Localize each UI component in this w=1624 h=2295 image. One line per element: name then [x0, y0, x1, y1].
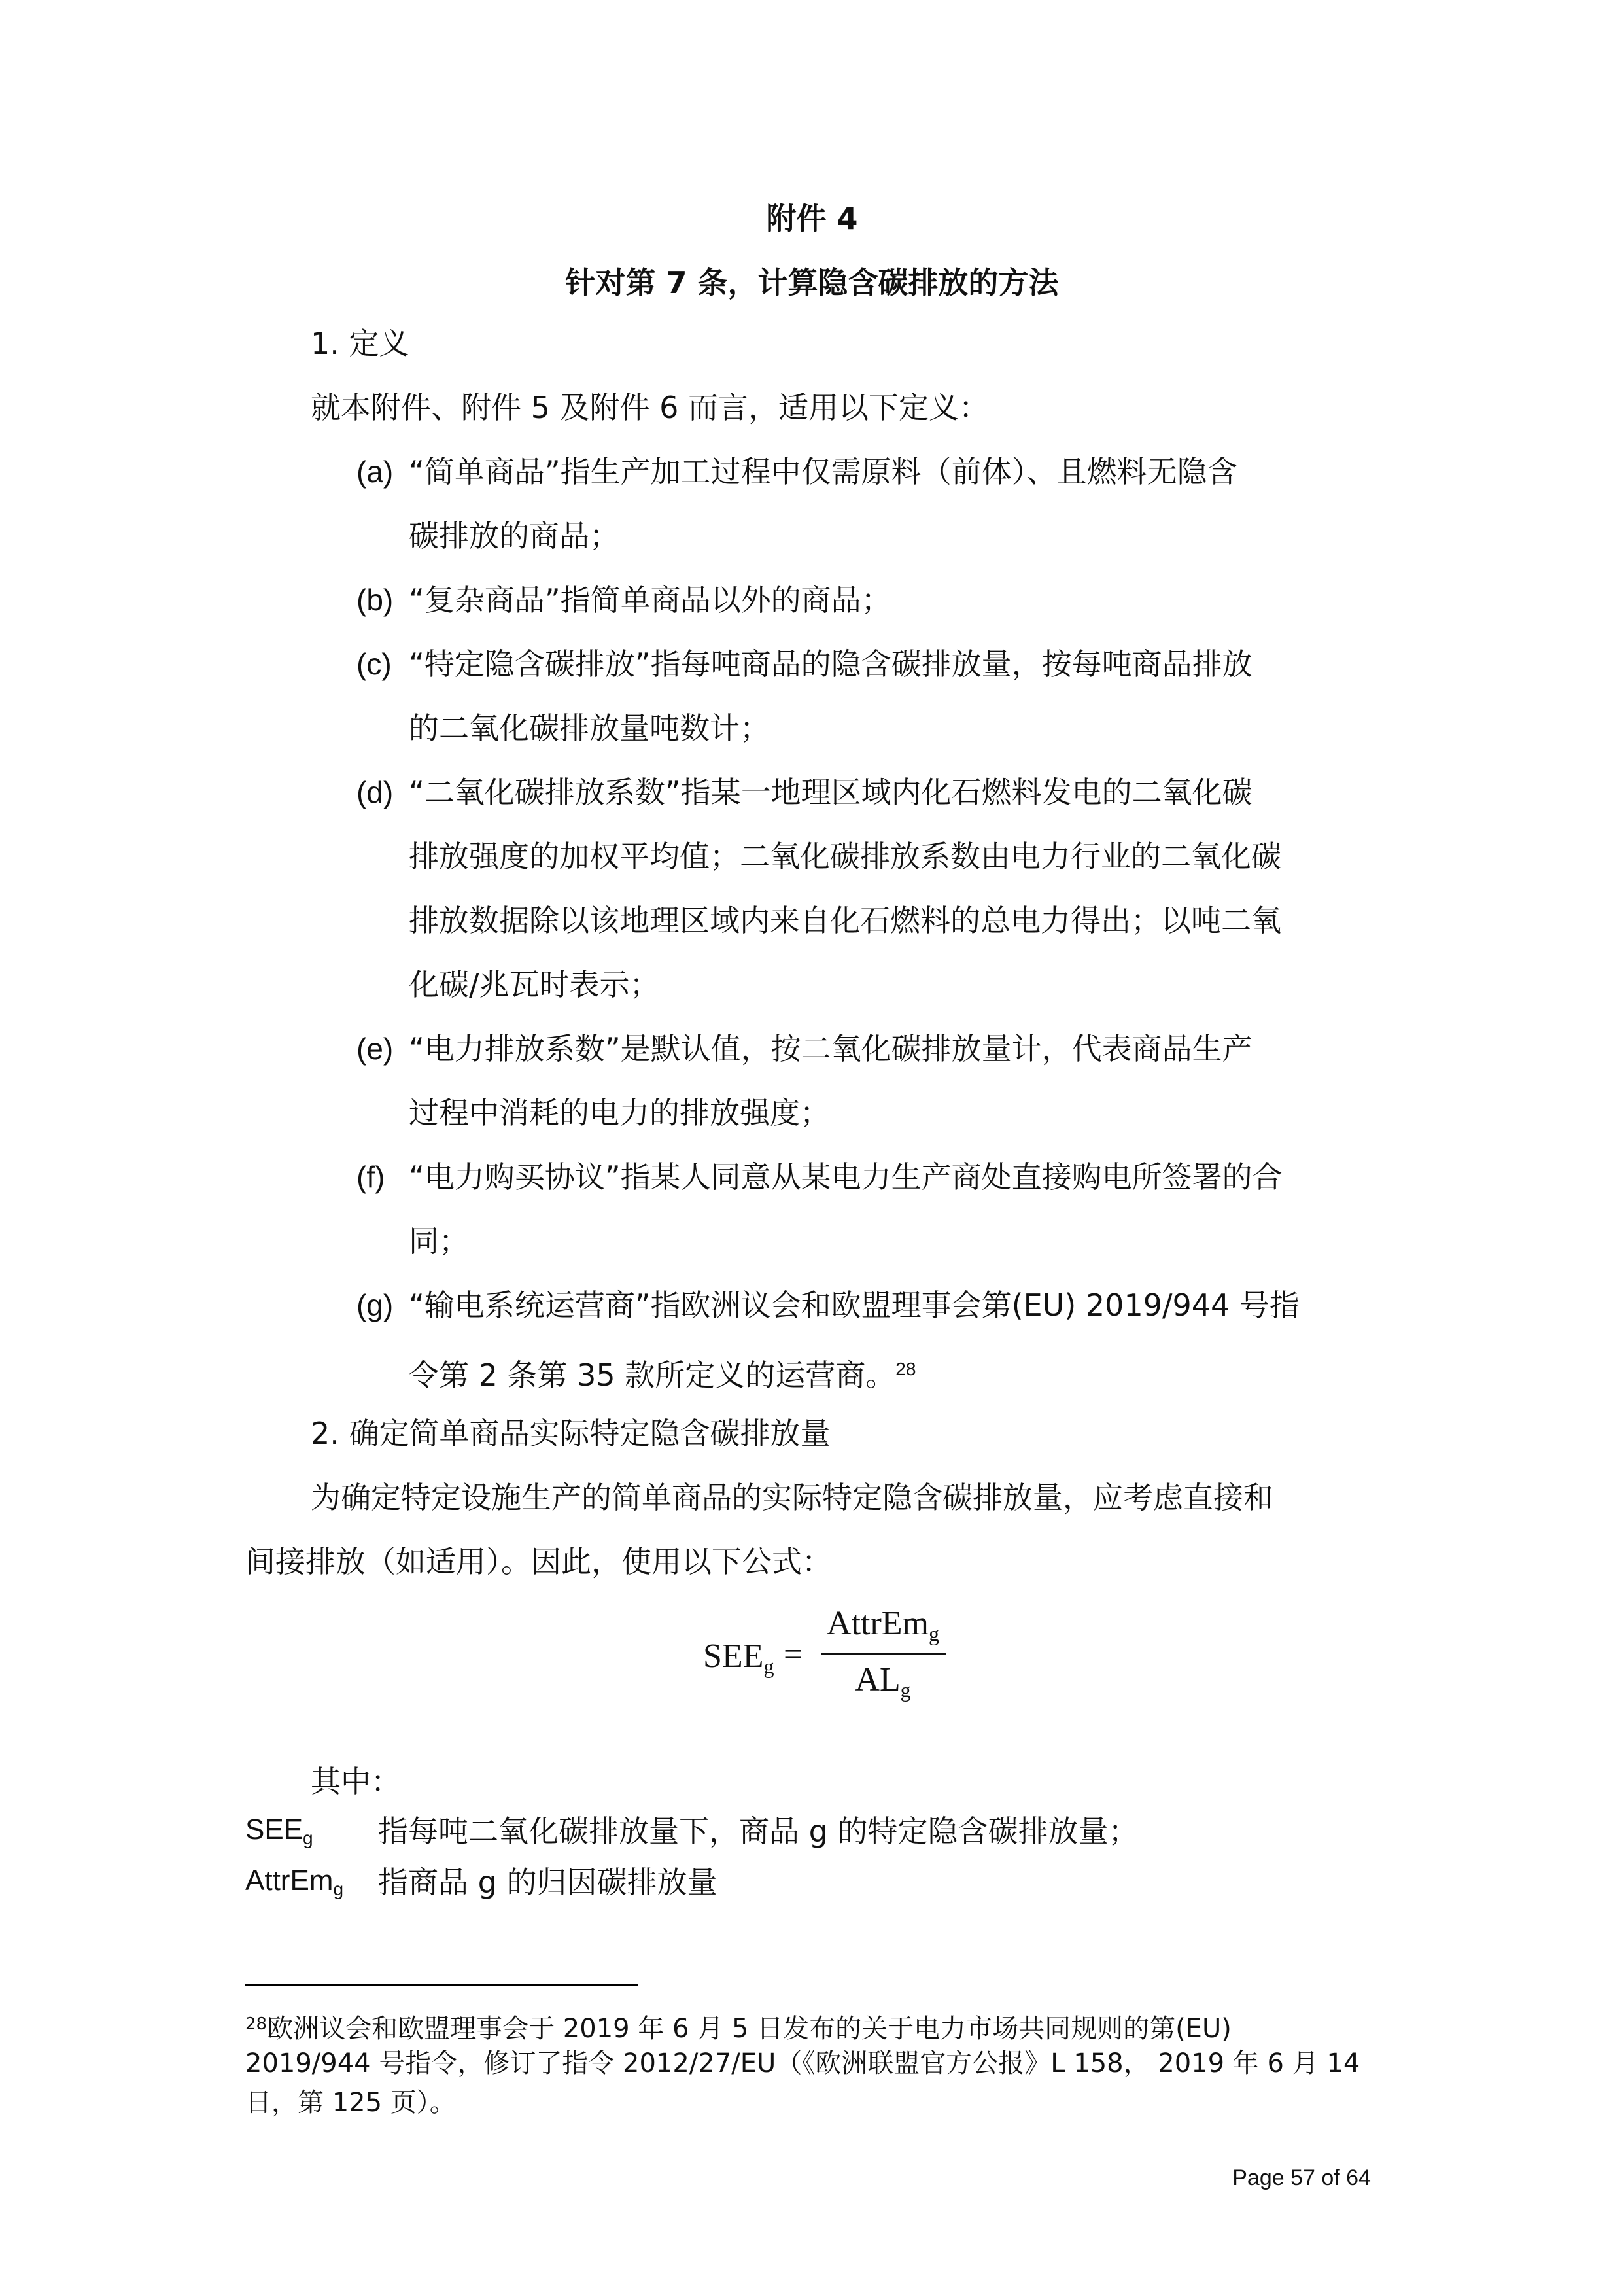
definition-text: “电力购买协议”指某人同意从某电力生产商处直接购电所签署的合	[409, 1159, 1283, 1195]
footnote-separator	[245, 1984, 638, 1986]
definition-text: 令第 2 条第 35 款所定义的运营商。	[409, 1358, 896, 1393]
symbol-see	[245, 1813, 313, 1849]
footnote-line1	[245, 2007, 1370, 2046]
symbol-subscript: g	[303, 1828, 313, 1848]
symbol-name: AttrEm	[245, 1865, 334, 1897]
formula-numerator-symbol: AttrEm	[827, 1605, 929, 1642]
definition-f	[356, 1155, 1283, 1199]
footnote-line3: 日，第 125 页）。	[245, 2088, 456, 2118]
definition-label: (e)	[356, 1032, 394, 1066]
definition-d-cont-3: 化碳/兆瓦时表示；	[409, 967, 660, 1002]
definition-text: “输电系统运营商”指欧洲议会和欧盟理事会第(EU) 2019/944 号指	[409, 1288, 1300, 1323]
definition-d-cont-2: 排放数据除以该地理区域内来自化石燃料的总电力得出；以吨二氧	[409, 903, 1281, 938]
formula-denominator-subscript: g	[900, 1678, 911, 1702]
section2-heading: 2. 确定简单商品实际特定隐含碳排放量	[311, 1416, 831, 1451]
formula-denominator-symbol: AL	[855, 1661, 901, 1698]
formula-lhs-symbol: SEE	[703, 1638, 764, 1675]
definition-e-cont: 过程中消耗的电力的排放强度；	[409, 1095, 830, 1130]
fraction-bar	[821, 1653, 946, 1655]
definition-d-cont-1: 排放强度的加权平均值；二氧化碳排放系数由电力行业的二氧化碳	[409, 839, 1281, 874]
formula-numerator	[818, 1604, 948, 1646]
page-number: Page 57 of 64	[1232, 2165, 1371, 2190]
footnote-number: 28	[245, 2014, 268, 2034]
definition-d	[356, 771, 1253, 814]
definition-label: (d)	[356, 775, 394, 809]
definition-a-cont: 碳排放的商品；	[409, 518, 619, 553]
definition-label: (a)	[356, 455, 394, 489]
section2-paragraph-line2: 间接排放（如适用）。因此，使用以下公式：	[245, 1544, 832, 1579]
definition-g	[356, 1284, 1300, 1327]
definition-text: “电力排放系数”是默认值，按二氧化碳排放量计，代表商品生产	[409, 1031, 1253, 1066]
definition-e	[356, 1027, 1253, 1070]
definition-label: (b)	[356, 583, 394, 617]
formula-equals: =	[784, 1636, 803, 1673]
definition-text: “特定隐含碳排放”指每吨商品的隐含碳排放量，按每吨商品排放	[409, 646, 1253, 682]
definition-label: (g)	[356, 1288, 394, 1322]
definition-c	[356, 642, 1253, 686]
definition-a	[356, 450, 1237, 493]
definition-c-cont: 的二氧化碳排放量吨数计；	[409, 710, 770, 746]
section1-heading: 1. 定义	[311, 326, 409, 361]
definition-g-cont	[409, 1348, 916, 1397]
footnote-line2: 2019/944 号指令，修订了指令 2012/27/EU（《欧洲联盟官方公报》L 158， 2019 年 6 月 14	[245, 2048, 1360, 2078]
definition-text: “二氧化碳排放系数”指某一地理区域内化石燃料发电的二氧化碳	[409, 775, 1253, 810]
annex-subtitle: 针对第 7 条，计算隐含碳排放的方法	[565, 265, 1059, 300]
footnote-reference[interactable]: 28	[895, 1359, 916, 1379]
definition-f-cont: 同；	[409, 1223, 469, 1259]
footnote-text: 欧洲议会和欧盟理事会于 2019 年 6 月 5 日发布的关于电力市场共同规则的第(EU)	[267, 2014, 1232, 2044]
formula-lhs-subscript: g	[763, 1655, 774, 1678]
formula-lhs	[703, 1637, 774, 1679]
where-label: 其中：	[311, 1764, 401, 1799]
definition-text: “简单商品”指生产加工过程中仅需原料（前体）、且燃料无隐含	[409, 454, 1237, 489]
section1-intro: 就本附件、附件 5 及附件 6 而言，适用以下定义：	[311, 390, 990, 425]
symbol-attrem-description: 指商品 g 的归因碳排放量	[378, 1865, 717, 1900]
symbol-attrem	[245, 1865, 343, 1900]
annex-title: 附件 4	[766, 201, 858, 236]
formula	[703, 1604, 952, 1712]
definition-text: “复杂商品”指简单商品以外的商品；	[409, 582, 891, 618]
formula-denominator	[818, 1660, 948, 1702]
formula-numerator-subscript: g	[928, 1622, 939, 1645]
definition-label: (f)	[356, 1160, 385, 1194]
symbol-see-description: 指每吨二氧化碳排放量下，商品 g 的特定隐含碳排放量；	[378, 1813, 1139, 1849]
symbol-name: SEE	[245, 1813, 303, 1846]
section2-paragraph-line1: 为确定特定设施生产的简单商品的实际特定隐含碳排放量，应考虑直接和	[311, 1480, 1273, 1515]
definition-label: (c)	[356, 647, 392, 681]
symbol-subscript: g	[333, 1879, 344, 1899]
definition-b	[356, 578, 891, 622]
